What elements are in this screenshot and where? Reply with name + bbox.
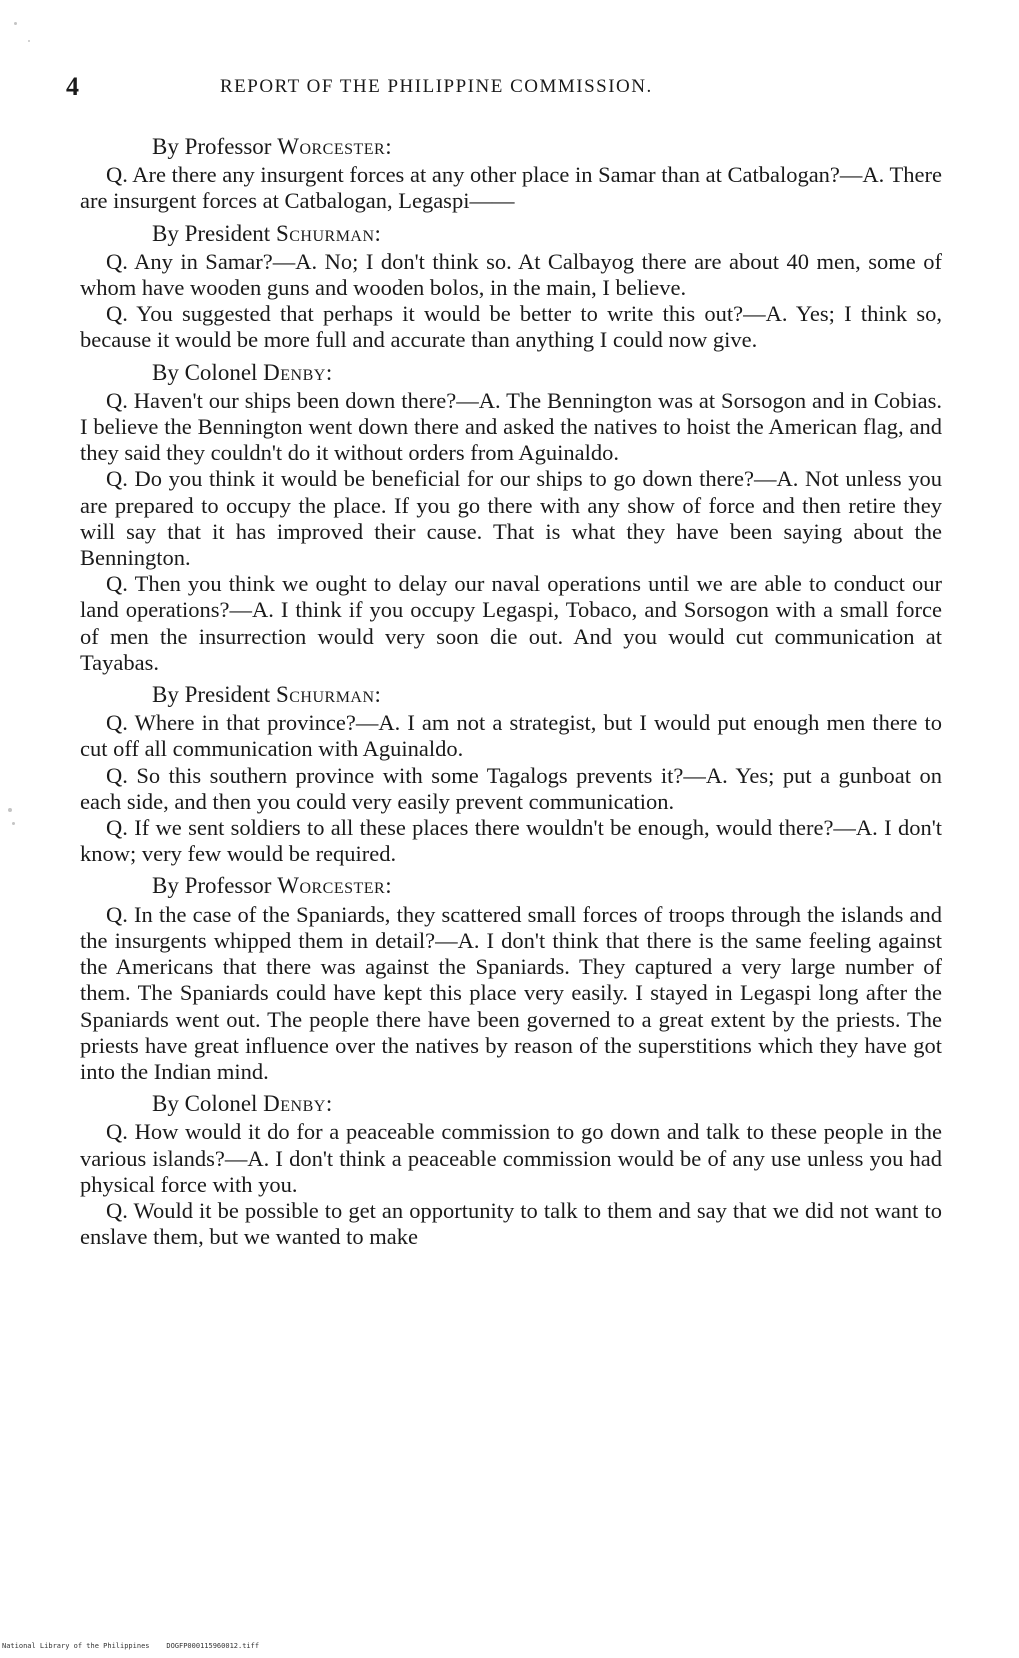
speaker-label: By Colonel Denby: [152,1091,333,1117]
speaker-heading [152,134,942,160]
scan-footer: National Library of the Philippines DOGFP000115960012.tiff [2,1642,260,1650]
qa-paragraph: Q. You suggested that perhaps it would be better to write this out?—A. Yes; I think so, because it would be more full and accurate than anything I could now give. [80,301,942,353]
speaker-heading [152,873,942,899]
page-header [60,72,940,102]
qa-paragraph: Q. Then you think we ought to delay our naval operations until we are able to conduct our land operations?—A. I think if you occupy Legaspi, Tobaco, and Sorsogon with a small force of men the insurrection would very soon die out. And you would cut communication at Tayabas. [80,571,942,675]
testimony-section [80,360,942,676]
scan-speck [12,822,15,825]
qa-paragraph: Q. How would it do for a peaceable commission to go down and talk to these people in the various islands?—A. I don't think a peaceable commission would be of any use unless you had physical force with you. [80,1119,942,1197]
page-number: 4 [66,72,79,101]
qa-paragraph: Q. Haven't our ships been down there?—A. The Bennington was at Sorsogon and in Cobias. I believe the Bennington went down there and asked the natives to hoist the American flag, and they said they couldn't do it without orders from Aguinaldo. [80,387,942,466]
running-head: REPORT OF THE PHILIPPINE COMMISSION. [220,76,653,97]
qa-paragraph: Q. Where in that province?—A. I am not a strategist, but I would put enough men there to cut off all communication with Aguinaldo. [80,710,942,762]
qa-paragraph: Q. If we sent soldiers to all these places there wouldn't be enough, would there?—A. I don't know; very few would be required. [80,815,942,867]
speaker-heading [152,682,942,708]
speaker-label: By President Schurman: [152,682,382,708]
speaker-label: By Colonel Denby: [152,359,333,385]
qa-paragraph: Q. So this southern province with some Tagalogs prevents it?—A. Yes; put a gunboat on each side, and then you could very easily prevent communication. [80,762,942,814]
body-text [80,128,942,1250]
scan-speck [14,22,17,25]
testimony-section [80,1091,942,1250]
qa-paragraph: Q. Would it be possible to get an opportunity to talk to them and say that we did not want to enslave them, but we wanted to make [80,1197,942,1250]
testimony-section [80,221,942,354]
qa-paragraph: Q. In the case of the Spaniards, they scattered small forces of troops through the islands and the insurgents whipped them in detail?—A. I don't think that there is the same feeling against the Americans that there was against the Spaniards. They captured a very large number of them. The Spaniards could have kept this place very easily. I stayed in Legaspi long after the Spaniards went out. The people there have been governed to a great extent by the priests. The priests have great influence over the natives by reason of the superstitions which they have got into the Indian mind. [80,901,942,1084]
speaker-heading [152,221,942,247]
speaker-label: By President Schurman: [152,220,382,246]
testimony-section [80,873,942,1085]
speaker-heading [152,360,942,386]
scan-speck [8,808,12,812]
qa-paragraph: Q. Do you think it would be beneficial for our ships to go down there?—A. Not unless you are prepared to occupy the place. If you go there with any show of force and then retire they will say that it has improved their cause. That is what they have been saying about the Bennington. [80,466,942,571]
speaker-heading [152,1091,942,1117]
testimony-section [80,682,942,867]
scan-speck [28,40,30,42]
testimony-section [80,134,942,215]
qa-paragraph: Q. Are there any insurgent forces at any other place in Samar than at Catbalogan?—A. There are insurgent forces at Catbalogan, Legaspi—— [80,162,942,214]
speaker-label: By Professor Worcester: [152,134,393,159]
speaker-label: By Professor Worcester: [152,873,393,899]
qa-paragraph: Q. Any in Samar?—A. No; I don't think so. At Calbayog there are about 40 men, some of whom have wooden guns and wooden bolos, in the main, I believe. [80,248,942,301]
